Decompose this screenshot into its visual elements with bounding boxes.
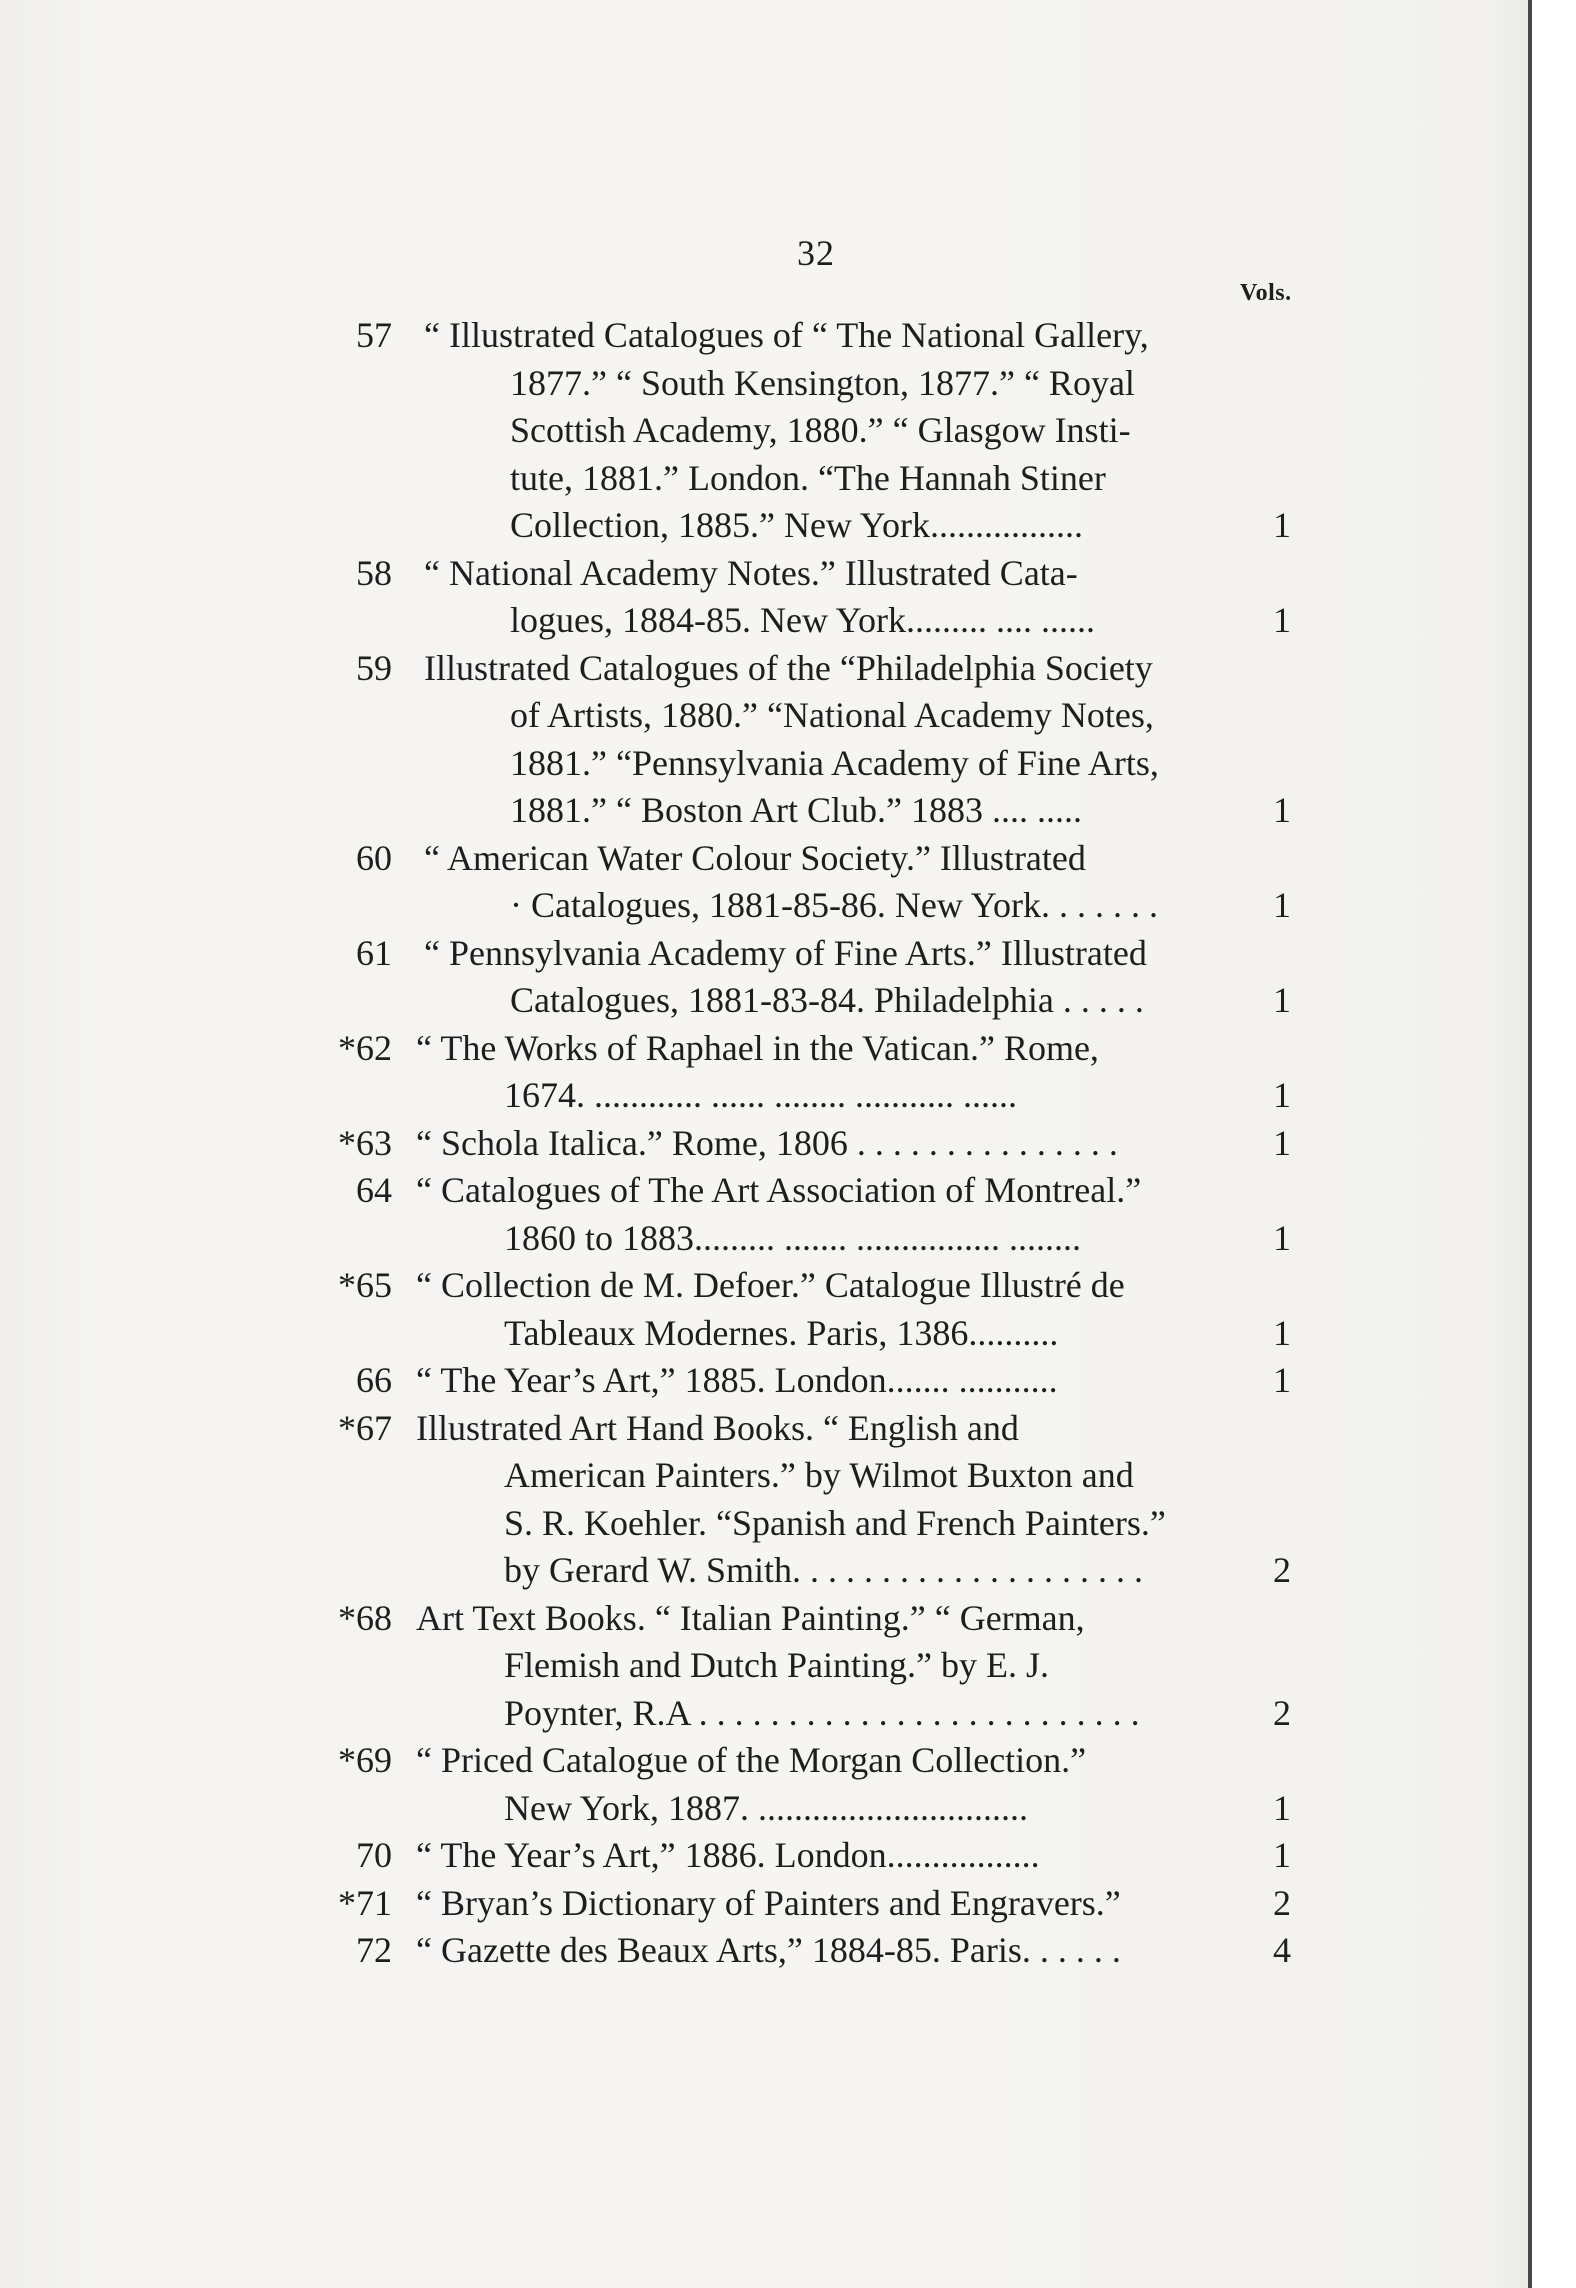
entry-text: Scottish Academy, 1880.” “ Glasgow Insti- <box>510 410 1131 450</box>
entry-line <box>320 1737 1320 1785</box>
entry-volume-count: 1 <box>1273 790 1291 830</box>
entry-text: 1877.” “ South Kensington, 1877.” “ Royal <box>510 362 1135 403</box>
entry-text: New York, 1887. .............................. <box>504 1787 1029 1828</box>
entry-line <box>320 312 1320 360</box>
entry-line <box>320 977 1320 1025</box>
entry-line <box>320 1072 1320 1120</box>
entry-line <box>320 1927 1320 1975</box>
entry-volume-count: 1 <box>1273 980 1291 1020</box>
catalogue-entry <box>320 1737 1320 1832</box>
entry-text: Art Text Books. “ Italian Painting.” “ German, <box>416 1597 1085 1638</box>
entry-text: Illustrated Art Hand Books. “ English and <box>416 1407 1019 1448</box>
entry-text: by Gerard W. Smith. . . . . . . . . . . . . . . . . . . . <box>504 1550 1143 1590</box>
entry-text: Poynter, R.A . . . . . . . . . . . . . . . . . . . . . . . . . <box>504 1692 1140 1733</box>
entry-line <box>320 1500 1320 1548</box>
catalogue-entry <box>320 1832 1320 1880</box>
entry-line <box>320 1310 1320 1358</box>
entry-line <box>320 1215 1320 1263</box>
entry-number: *71 <box>338 1882 392 1923</box>
entry-volume-count: 2 <box>1273 1882 1291 1923</box>
entry-text: “ Collection de M. Defoer.” Catalogue Illustré de <box>416 1265 1125 1305</box>
entry-text: “ National Academy Notes.” Illustrated Cata- <box>424 552 1078 593</box>
catalogue-entry <box>320 1405 1320 1595</box>
entry-volume-count: 1 <box>1273 1122 1291 1163</box>
catalogue-entries <box>320 312 1320 1975</box>
entry-volume-count: 1 <box>1273 1360 1291 1400</box>
entry-number: *63 <box>338 1122 392 1163</box>
entry-number: 64 <box>356 1170 392 1210</box>
entry-text: Catalogues, 1881-83-84. Philadelphia . . . . . <box>510 980 1144 1020</box>
entry-line <box>320 1025 1320 1073</box>
entry-line <box>320 1642 1320 1690</box>
catalogue-entry <box>320 1357 1320 1405</box>
entry-line <box>320 1357 1320 1405</box>
entry-volume-count: 1 <box>1273 885 1291 925</box>
entry-number: *67 <box>338 1407 392 1448</box>
catalogue-entry <box>320 1167 1320 1262</box>
entry-text: 1674. ............ ...... ........ ........... ...... <box>504 1075 1017 1115</box>
entry-line <box>320 1832 1320 1880</box>
entry-line <box>320 1547 1320 1595</box>
entry-number: 72 <box>356 1930 392 1970</box>
entry-text: 1860 to 1883......... ....... ................ ........ <box>504 1217 1082 1258</box>
entry-line <box>320 1880 1320 1928</box>
entry-line <box>320 1167 1320 1215</box>
entry-line <box>320 740 1320 788</box>
entry-text: 1881.” “ Boston Art Club.” 1883 .... ..... <box>510 790 1082 830</box>
catalogue-entry <box>320 1025 1320 1120</box>
entry-number: 70 <box>356 1835 392 1875</box>
entry-number: 66 <box>356 1360 392 1400</box>
entry-text: Flemish and Dutch Painting.” by E. J. <box>504 1645 1049 1685</box>
entry-text: Collection, 1885.” New York................. <box>510 505 1083 545</box>
entry-text: “ American Water Colour Society.” Illustrated <box>424 837 1086 878</box>
entry-text: logues, 1884-85. New York......... .... ...... <box>510 600 1095 640</box>
entry-volume-count: 2 <box>1273 1692 1291 1733</box>
catalogue-entry <box>320 1880 1320 1928</box>
entry-number: *65 <box>338 1265 392 1305</box>
entry-text: “ The Year’s Art,” 1886. London................. <box>416 1835 1040 1875</box>
entry-text: “ Schola Italica.” Rome, 1806 . . . . . . . . . . . . . . . <box>416 1122 1118 1163</box>
vols-column-header: Vols. <box>1240 280 1292 306</box>
catalogue-entry <box>320 930 1320 1025</box>
entry-line <box>320 835 1320 883</box>
entry-volume-count: 1 <box>1273 1312 1291 1353</box>
page-number: 32 <box>797 233 835 273</box>
catalogue-entry <box>320 835 1320 930</box>
entry-text: · Catalogues, 1881-85-86. New York. . . . . . . <box>510 885 1158 925</box>
entry-volume-count: 1 <box>1273 505 1291 545</box>
entry-text: Tableaux Modernes. Paris, 1386.......... <box>504 1312 1059 1353</box>
entry-text: S. R. Koehler. “Spanish and French Painters.” <box>504 1502 1166 1543</box>
entry-line <box>320 787 1320 835</box>
entry-line <box>320 930 1320 978</box>
entry-line <box>320 550 1320 598</box>
catalogue-entry <box>320 1120 1320 1168</box>
entry-number: 57 <box>356 315 392 355</box>
entry-volume-count: 4 <box>1273 1930 1291 1970</box>
entry-text: “ Priced Catalogue of the Morgan Collection.” <box>416 1740 1087 1780</box>
entry-text: American Painters.” by Wilmot Buxton and <box>504 1455 1134 1495</box>
entry-text: “ The Works of Raphael in the Vatican.” Rome, <box>416 1027 1099 1068</box>
entry-line <box>320 360 1320 408</box>
entry-volume-count: 1 <box>1273 600 1291 640</box>
catalogue-entry <box>320 1262 1320 1357</box>
entry-line <box>320 1452 1320 1500</box>
entry-line <box>320 1405 1320 1453</box>
entry-line <box>320 692 1320 740</box>
entry-number: 58 <box>356 552 392 593</box>
entry-line <box>320 455 1320 503</box>
catalogue-entry <box>320 645 1320 835</box>
entry-text: “ Catalogues of The Art Association of Montreal.” <box>416 1170 1142 1210</box>
entry-number: 60 <box>356 837 392 878</box>
entry-text: of Artists, 1880.” “National Academy Notes, <box>510 695 1154 735</box>
entry-line <box>320 1120 1320 1168</box>
entry-line <box>320 597 1320 645</box>
entry-number: 59 <box>356 647 392 688</box>
catalogue-entry <box>320 550 1320 645</box>
entry-volume-count: 2 <box>1273 1550 1291 1590</box>
entry-line <box>320 502 1320 550</box>
entry-line <box>320 1262 1320 1310</box>
entry-text: “ Bryan’s Dictionary of Painters and Engravers.” <box>416 1882 1121 1923</box>
entry-text: 1881.” “Pennsylvania Academy of Fine Arts, <box>510 742 1159 783</box>
entry-text: “ Pennsylvania Academy of Fine Arts.” Illustrated <box>424 932 1147 973</box>
entry-text: tute, 1881.” London. “The Hannah Stiner <box>510 457 1106 498</box>
entry-volume-count: 1 <box>1273 1075 1291 1115</box>
catalogue-entry <box>320 1927 1320 1975</box>
entry-volume-count: 1 <box>1273 1787 1291 1828</box>
entry-number: *69 <box>338 1740 392 1780</box>
entry-line <box>320 645 1320 693</box>
entry-text: “ Illustrated Catalogues of “ The National Gallery, <box>424 315 1149 355</box>
entry-line <box>320 882 1320 930</box>
entry-text: “ Gazette des Beaux Arts,” 1884-85. Paris. . . . . . <box>416 1930 1121 1970</box>
entry-text: “ The Year’s Art,” 1885. London....... ........... <box>416 1360 1058 1400</box>
entry-line <box>320 1785 1320 1833</box>
catalogue-entry <box>320 312 1320 550</box>
catalogue-entry <box>320 1595 1320 1738</box>
entry-line <box>320 1690 1320 1738</box>
margin-strip <box>1532 0 1576 2288</box>
entry-number: 61 <box>356 932 392 973</box>
entry-volume-count: 1 <box>1273 1217 1291 1258</box>
entry-number: *68 <box>338 1597 392 1638</box>
entry-volume-count: 1 <box>1273 1835 1291 1875</box>
entry-line <box>320 1595 1320 1643</box>
entry-number: *62 <box>338 1027 392 1068</box>
entry-text: Illustrated Catalogues of the “Philadelphia Society <box>424 647 1153 688</box>
entry-line <box>320 407 1320 455</box>
